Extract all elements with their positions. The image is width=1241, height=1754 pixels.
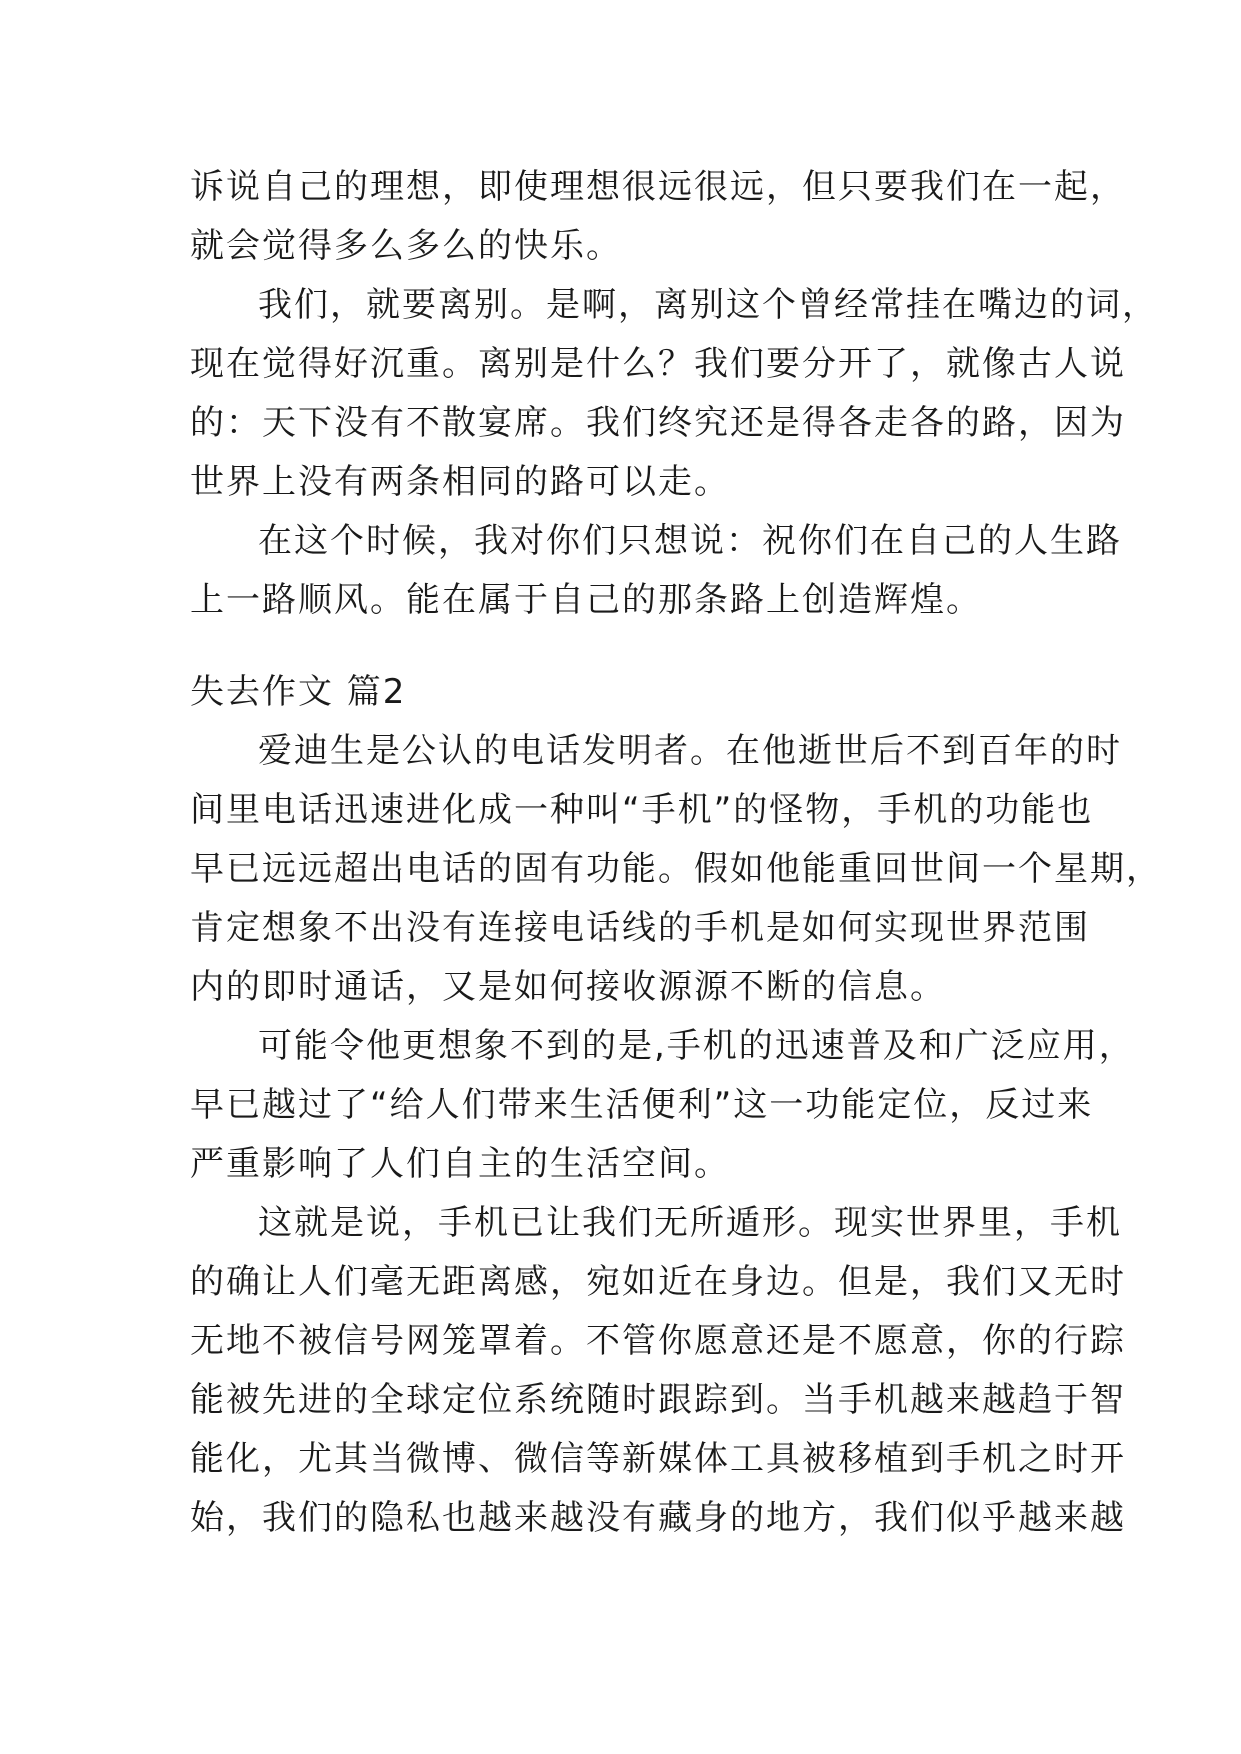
text-line: 内的即时通话，又是如何接收源源不断的信息。 xyxy=(190,967,946,1007)
text-line: 能化，尤其当微博、微信等新媒体工具被移植到手机之时开 xyxy=(190,1439,1126,1479)
document-body xyxy=(190,158,1162,1548)
text-line: 肯定想象不出没有连接电话线的手机是如何实现世界范围 xyxy=(190,908,1090,948)
text-line: 早已越过了“给人们带来生活便利”这一功能定位，反过来 xyxy=(190,1085,1094,1125)
text-line: 始，我们的隐私也越来越没有藏身的地方，我们似乎越来越 xyxy=(190,1498,1126,1538)
text-line: 的：天下没有不散宴席。我们终究还是得各走各的路，因为 xyxy=(190,403,1126,443)
text-line: 早已远远超出电话的固有功能。假如他能重回世间一个星期， xyxy=(190,849,1162,889)
text-line: 现在觉得好沉重。离别是什么？我们要分开了，就像古人说 xyxy=(190,344,1126,384)
text-line: 间里电话迅速进化成一种叫“手机”的怪物，手机的功能也 xyxy=(190,790,1094,830)
text-line: 能被先进的全球定位系统随时跟踪到。当手机越来越趋于智 xyxy=(190,1380,1126,1420)
text-line: 诉说自己的理想，即使理想很远很远，但只要我们在一起， xyxy=(190,167,1126,207)
text-line: 严重影响了人们自主的生活空间。 xyxy=(190,1144,730,1184)
essay-continuation xyxy=(190,158,1158,630)
text-line: 可能令他更想象不到的是,手机的迅速普及和广泛应用， xyxy=(258,1026,1135,1066)
essay-section-2 xyxy=(190,722,1162,1548)
section-heading: 失去作文 篇2 xyxy=(190,672,407,712)
text-line: 就会觉得多么多么的快乐。 xyxy=(190,226,622,266)
text-line: 我们，就要离别。是啊，离别这个曾经常挂在嘴边的词， xyxy=(258,285,1158,325)
text-line: 这就是说，手机已让我们无所遁形。现实世界里，手机 xyxy=(258,1203,1122,1243)
section-gap xyxy=(190,630,1060,663)
text-line: 的确让人们毫无距离感，宛如近在身边。但是，我们又无时 xyxy=(190,1262,1126,1302)
text-line: 世界上没有两条相同的路可以走。 xyxy=(190,462,730,502)
text-line: 爱迪生是公认的电话发明者。在他逝世后不到百年的时 xyxy=(258,731,1122,771)
text-line: 上一路顺风。能在属于自己的那条路上创造辉煌。 xyxy=(190,580,982,620)
text-line: 无地不被信号网笼罩着。不管你愿意还是不愿意，你的行踪 xyxy=(190,1321,1126,1361)
text-line: 在这个时候，我对你们只想说：祝你们在自己的人生路 xyxy=(258,521,1122,561)
